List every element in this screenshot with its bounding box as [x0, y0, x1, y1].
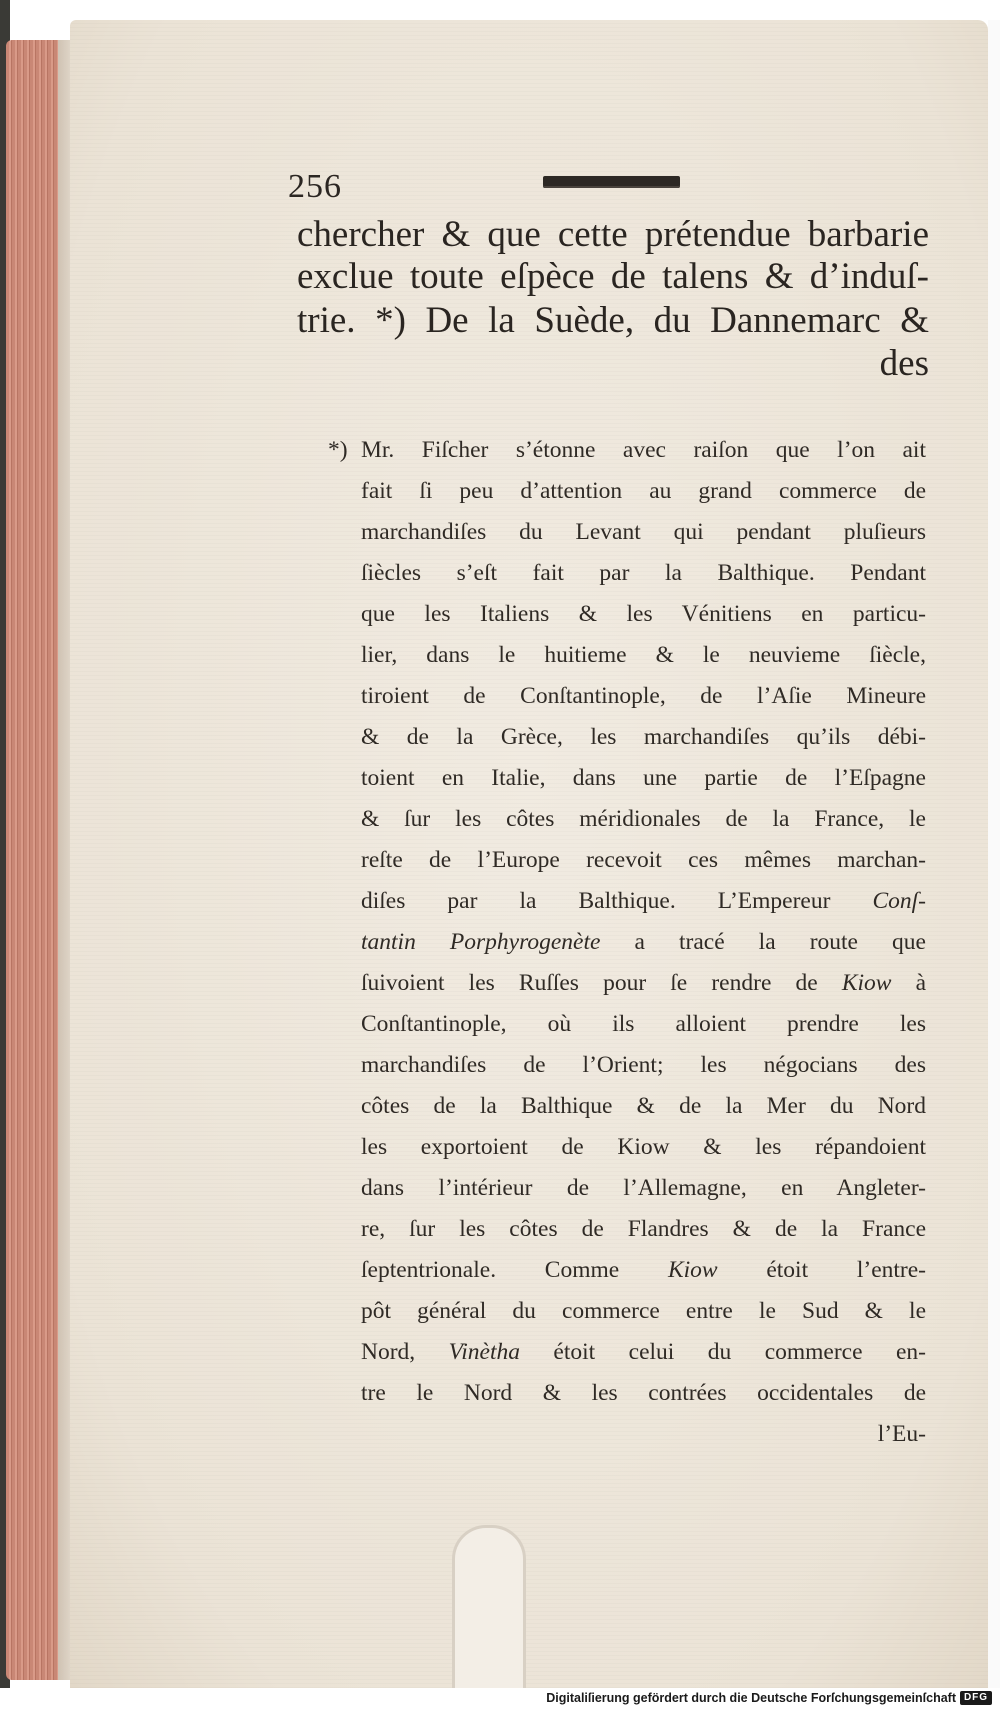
digitization-credit: Digitaliſierung gefördert durch die Deutsche Forſchungsgemeinſchaft — [546, 1691, 956, 1705]
page-number: 256 — [288, 168, 342, 205]
dfg-logo: DFG — [960, 1691, 992, 1705]
footnote-line: ſuivoient les Ruſſes pour ſe rendre de Kiow à — [361, 970, 927, 996]
header-ornament-rule — [543, 176, 680, 188]
footnote-line: diſes par la Balthique. L’Empereur Conſ- — [361, 888, 926, 914]
footnote-line: Conſtantinople, où ils alloient prendre les — [361, 1011, 926, 1037]
right-margin — [988, 20, 1000, 1688]
footnote-line: Nord, Vinètha étoit celui du commerce en- — [361, 1339, 926, 1365]
footnote-line: ſeptentrionale. Comme Kiow étoit l’entre- — [361, 1257, 926, 1283]
paper-tab-mark — [452, 1525, 526, 1698]
footnote-line: toient en Italie, dans une partie de l’Eſpagne — [361, 765, 926, 791]
footnote-line: re, ſur les côtes de Flandres & de la France — [361, 1216, 926, 1242]
footnote-line: marchandiſes du Levant qui pendant pluſieurs — [361, 519, 926, 545]
main-text-catchword: des — [879, 343, 929, 384]
footnote-line: reſte de l’Europe recevoit ces mêmes marchan- — [361, 847, 926, 873]
main-text-line: exclue toute eſpèce de talens & d’induſ- — [297, 256, 929, 297]
footnote-line: marchandiſes de l’Orient; les négocians des — [361, 1052, 926, 1078]
footnote-line: tantin Porphyrogenète a tracé la route que — [361, 929, 926, 955]
footnote-catchword: l’Eu- — [877, 1421, 926, 1447]
footnote-line: Mr. Fiſcher s’étonne avec raiſon que l’on ait — [361, 437, 926, 463]
footnote-line: côtes de la Balthique & de la Mer du Nord — [361, 1093, 926, 1119]
footnote-line: tre le Nord & les contrées occidentales de — [361, 1380, 926, 1406]
footnote-line: ſiècles s’eſt fait par la Balthique. Pendant — [361, 560, 926, 586]
footnote-line: tiroient de Conſtantinople, de l’Aſie Mineure — [361, 683, 926, 709]
footnote-line: lier, dans le huitieme & le neuvieme ſiècle, — [361, 642, 926, 668]
footnote-marker: *) — [328, 437, 348, 463]
main-text-line: trie. *) De la Suède, du Dannemarc & — [297, 300, 929, 341]
footnote-line: fait ſi peu d’attention au grand commerce de — [361, 478, 926, 504]
footnote-line: que les Italiens & les Vénitiens en particu- — [361, 601, 926, 627]
footnote-line: & ſur les côtes méridionales de la France, le — [361, 806, 926, 832]
footnote-line: les exportoient de Kiow & les répandoient — [361, 1134, 926, 1160]
main-text-line: chercher & que cette prétendue barbarie — [297, 214, 929, 255]
footnote-line: pôt général du commerce entre le Sud & le — [361, 1298, 926, 1324]
footnote-line: dans l’intérieur de l’Allemagne, en Angleter- — [361, 1175, 926, 1201]
footnote-line: & de la Grèce, les marchandiſes qu’ils débi- — [361, 724, 926, 750]
